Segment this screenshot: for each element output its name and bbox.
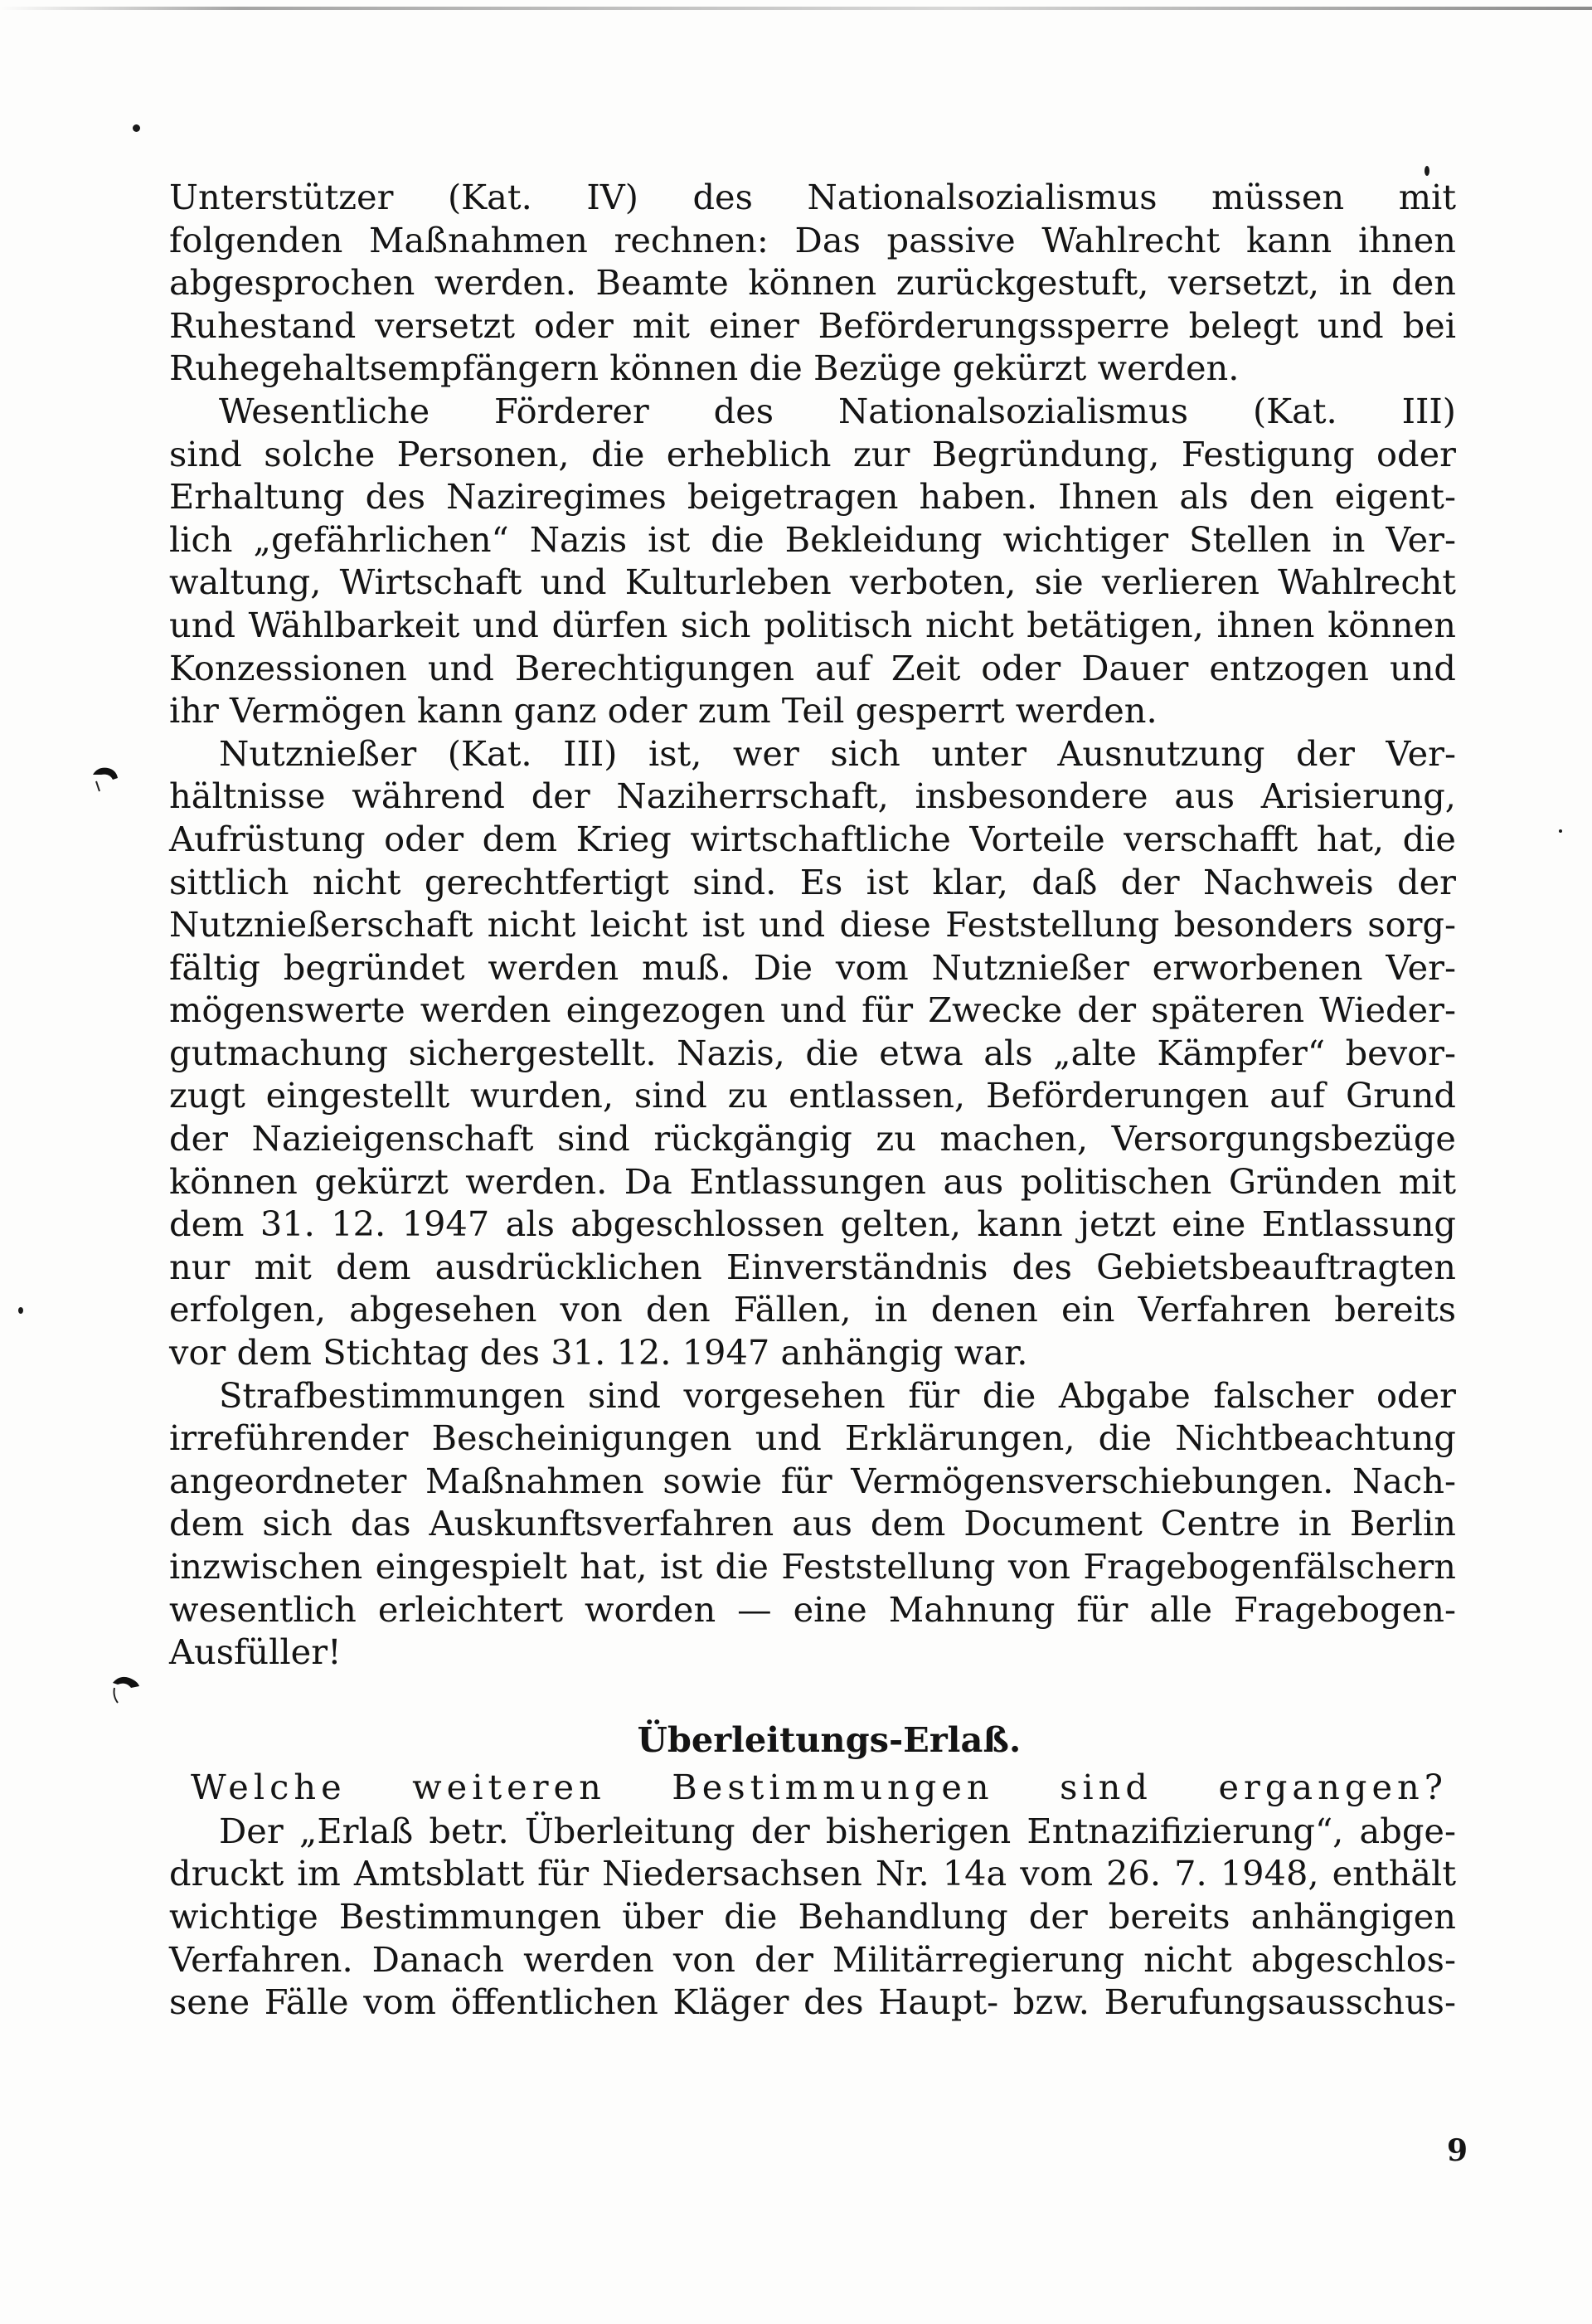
text-line: druckt im Amtsblatt für Niedersachsen Nr. 14a vom 26. 7. 1948, enthält [169,1853,1456,1894]
text-line: abgesprochen werden. Beamte können zurückgestuft, versetzt, in den [169,262,1456,304]
text-line: Konzessionen und Berechtigungen auf Zeit oder Dauer entzogen und [169,647,1456,688]
text-line: Ruhegehaltsempfängern können die Bezüge gekürzt werden. [169,348,1240,389]
text-line: gutmachung sichergestellt. Nazis, die etwa als „alte Kämpfer“ bevor- [169,1032,1456,1073]
text-line: der Nazieigenschaft sind rückgängig zu machen, Versorgungsbezüge [169,1118,1456,1160]
text-line: erfolgen, abgesehen von den Fällen, in denen ein Verfahren bereits [169,1289,1456,1330]
text-line: vor dem Stichtag des 31. 12. 1947 anhängig war. [169,1332,1028,1373]
text-line: Der „Erlaß betr. Überleitung der bisherigen Entnazifizierung“, abge- [219,1810,1456,1851]
text-line: sene Fälle vom öffentlichen Kläger des Haupt- bzw. Berufungsausschus- [169,1981,1456,2023]
text-line: Verfahren. Danach werden von der Militärregierung nicht abgeschlos- [169,1938,1456,1980]
text-line: Erhaltung des Naziregimes beigetragen haben. Ihnen als den eigent- [169,476,1456,518]
text-line: dem 31. 12. 1947 als abgeschlossen gelten, kann jetzt eine Entlassung [169,1203,1456,1245]
paragraph-foerderer [169,390,1456,732]
section-question: Welche weiteren Bestimmungen sind ergangen? [191,1766,1448,1807]
text-line: Nutznießer (Kat. III) ist, wer sich unter Ausnutzung der Ver- [219,732,1456,774]
text-line: fältig begründet werden muß. Die vom Nutznießer erworbenen Ver- [169,946,1456,988]
pencil-mark-icon [111,1671,144,1704]
text-line: wichtige Bestimmungen über die Behandlung der bereits anhängigen [169,1895,1456,1937]
scan-speck [133,124,140,132]
text-line: Nutznießerschaft nicht leicht ist und diese Feststellung besonders sorg- [169,904,1456,946]
text-line: Ruhestand versetzt oder mit einer Beförderungssperre belegt und bei [169,304,1456,346]
text-line: Unterstützer (Kat. IV) des Nationalsozialismus müssen mit [169,177,1456,217]
text-line: zugt eingestellt wurden, sind zu entlassen, Beförderungen auf Grund [169,1075,1456,1116]
pencil-mark-icon [91,761,124,795]
text-line: ihr Vermögen kann ganz oder zum Teil gesperrt werden. [169,690,1158,732]
text-line: können gekürzt werden. Da Entlassungen aus politischen Gründen mit [169,1160,1456,1202]
scan-speck [18,1307,23,1314]
paragraph-nutzniesser [169,732,1456,1374]
top-edge-shadow [0,7,1592,10]
text-line: und Wählbarkeit und dürfen sich politisch nicht betätigen, ihnen können [169,604,1456,645]
text-line: dem sich das Auskunftsverfahren aus dem Document Centre in Berlin [169,1503,1456,1544]
text-line: Aufrüstung oder dem Krieg wirtschaftliche Vorteile verschafft hat, die [169,818,1456,859]
text-line: folgenden Maßnahmen rechnen: Das passive Wahlrecht kann ihnen [169,219,1456,260]
text-line: irreführender Bescheinigungen und Erklärungen, die Nichtbeachtung [169,1417,1456,1459]
text-line: mögenswerte werden eingezogen und für Zwecke der späteren Wieder- [169,989,1456,1031]
text-line: sind solche Personen, die erheblich zur Begründung, Festigung oder [169,433,1456,474]
scan-speck [1425,166,1429,176]
paragraph-strafbestimmungen [169,1374,1456,1674]
text-line: waltung, Wirtschaft und Kulturleben verboten, sie verlieren Wahlrecht [169,562,1456,603]
text-line: Ausfüller! [169,1631,342,1673]
section-heading: Überleitungs-Erlaß. [637,1719,1022,1760]
paragraph-ueberleitung [169,1810,1456,2024]
text-line: hältnisse während der Naziherrschaft, insbesondere aus Arisierung, [169,775,1456,817]
text-line: Strafbestimmungen sind vorgesehen für die Abgabe falscher oder [219,1374,1456,1416]
text-line: sittlich nicht gerechtfertigt sind. Es ist klar, daß der Nachweis der [169,861,1456,902]
body-text [169,176,1456,2024]
text-line: wesentlich erleichtert worden — eine Mahnung für alle Fragebogen- [169,1588,1456,1630]
paragraph-unterstuetzer [169,176,1456,390]
scan-speck [1559,829,1562,833]
page-number: 9 [1447,2133,1468,2168]
text-line: angeordneter Maßnahmen sowie für Vermögensverschiebungen. Nach- [169,1460,1456,1501]
text-line: Wesentliche Förderer des Nationalsozialismus (Kat. III) [219,390,1456,431]
text-line: inzwischen eingespielt hat, ist die Feststellung von Fragebogenfälschern [169,1546,1456,1587]
text-line: lich „gefährlichen“ Nazis ist die Bekleidung wichtiger Stellen in Ver- [169,518,1456,560]
text-line: nur mit dem ausdrücklichen Einverständnis des Gebietsbeauftragten [169,1246,1456,1287]
